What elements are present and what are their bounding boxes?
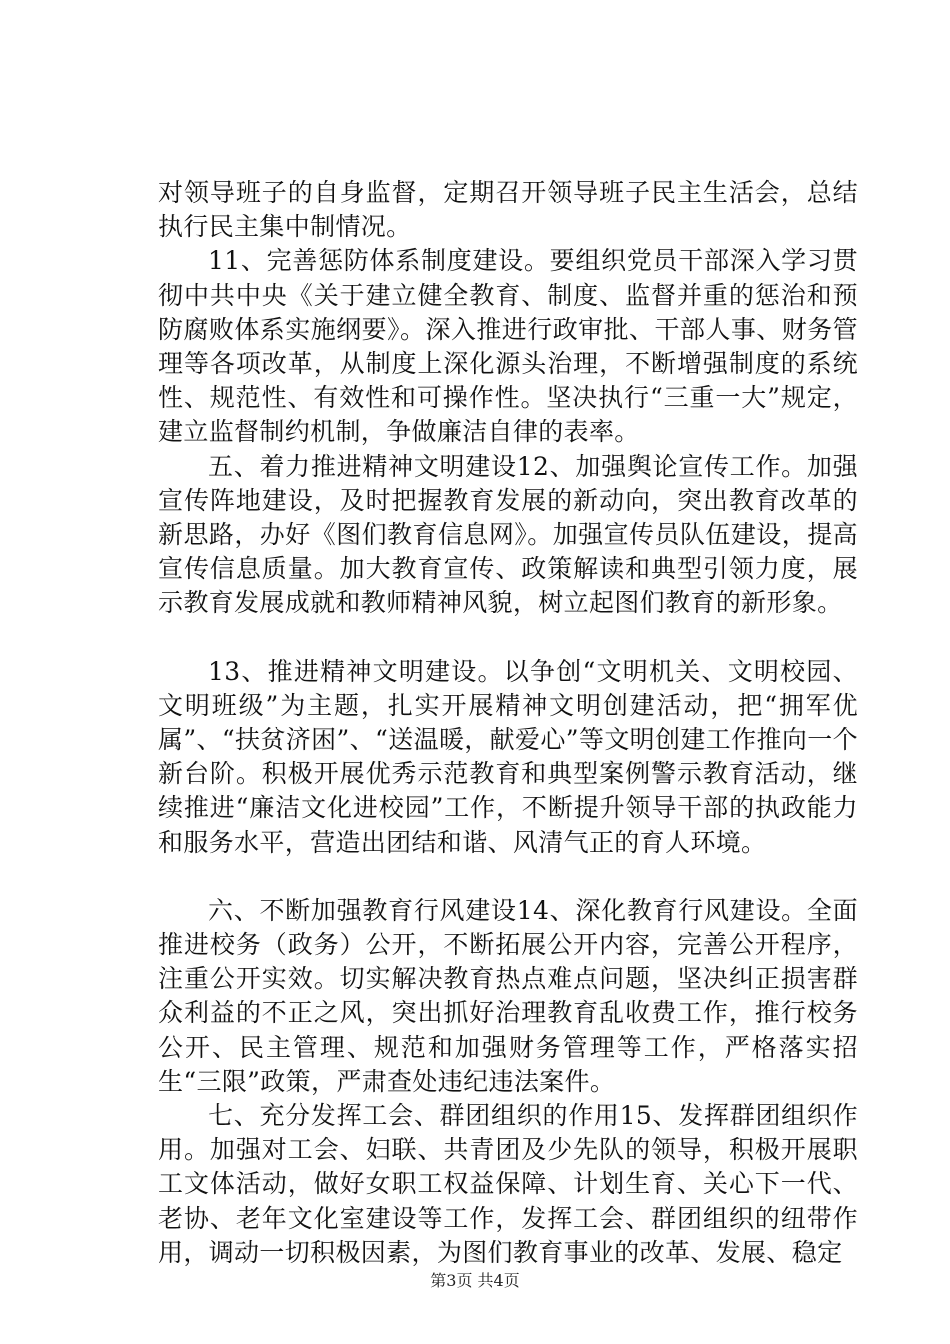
document-body [158, 176, 858, 1270]
paragraph-section-5: 五、着力推进精神文明建设12、加强舆论宣传工作。加强宣传阵地建设，及时把握教育发展的新动向，突出教育改革的新思路，办好《图们教育信息网》。加强宣传员队伍建设，提高宣传信息质量。加大教育宣传、政策解读和典型引领力度，展示教育发展成就和教师精神风貌，树立起图们教育的新形象。 [158, 451, 858, 618]
paragraph-continuation: 对领导班子的自身监督，定期召开领导班子民主生活会，总结执行民主集中制情况。 [158, 178, 858, 242]
paragraph-section-6: 六、不断加强教育行风建设14、深化教育行风建设。全面推进校务（政务）公开，不断拓展公开内容，完善公开程序，注重公开实效。切实解决教育热点难点问题，坚决纠正损害群众利益的不正之风，突出抓好治理教育乱收费工作，推行校务公开、民主管理、规范和加强财务管理等工作，严格落实招生“三限”政策，严肃查处违纪违法案件。 [158, 895, 858, 1096]
page-number-footer: 第3页 共4页 [430, 1271, 520, 1290]
paragraph-section-7: 七、充分发挥工会、群团组织的作用15、发挥群团组织作用。加强对工会、妇联、共青团及少先队的领导，积极开展职工文体活动，做好女职工权益保障、计划生育、关心下一代、老协、老年文化室建设等工作，发挥工会、群团组织的纽带作用，调动一切积极因素，为图们教育事业的改革、发展、稳定 [158, 1101, 858, 1267]
paragraph-item-13: 13、推进精神文明建设。以争创“文明机关、文明校园、文明班级”为主题，扎实开展精神文明创建活动，把“拥军优属”、“扶贫济困”、“送温暖，献爱心”等文明创建工作推向一个新台阶。积极开展优秀示范教育和典型案例警示教育活动，继续推进“廉洁文化进校园”工作，不断提升领导干部的执政能力和服务水平，营造出团结和谐、风清气正的育人环境。 [158, 656, 858, 857]
paragraph-item-11: 11、完善惩防体系制度建设。要组织党员干部深入学习贯彻中共中央《关于建立健全教育、制度、监督并重的惩治和预防腐败体系实施纲要》。深入推进行政审批、干部人事、财务管理等各项改革，从制度上深化源头治理，不断增强制度的系统性、规范性、有效性和可操作性。坚决执行“三重一大”规定，建立监督制约机制，争做廉洁自律的表率。 [158, 246, 858, 447]
